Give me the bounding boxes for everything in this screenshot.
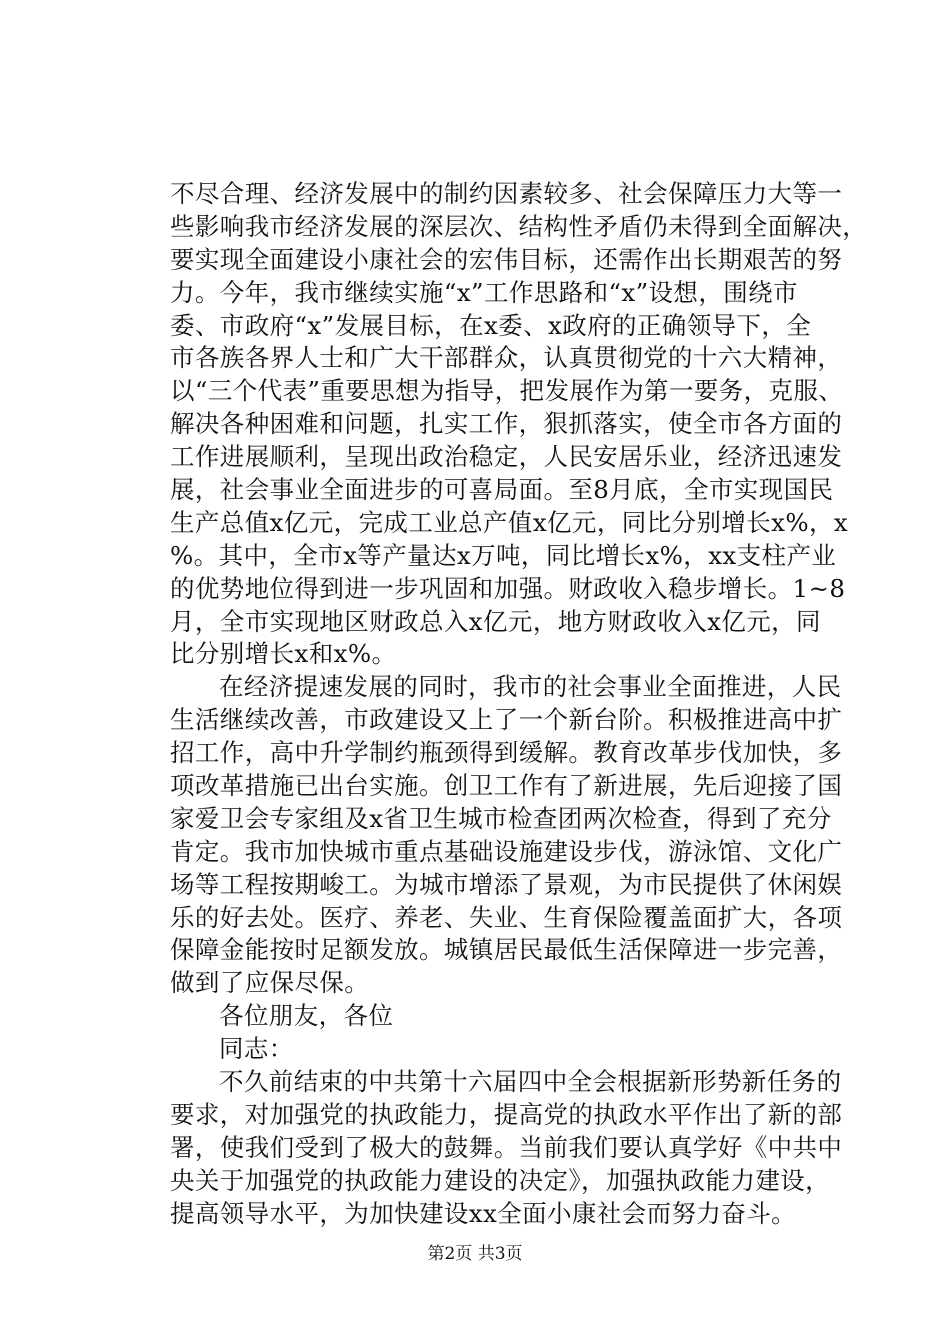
text-line: 乐的好去处。医疗、养老、失业、生育保险覆盖面扩大，各项 [170,902,843,932]
text-line: 要实现全面建设小康社会的宏伟目标，还需作出长期艰苦的努 [170,244,843,274]
text-line: %。其中，全市x等产量达x万吨，同比增长x%，xx支柱产业 [170,540,837,570]
text-line: 的优势地位得到进一步巩固和加强。财政收入稳步增长。1~8 [170,573,846,603]
text-line: 不尽合理、经济发展中的制约因素较多、社会保障压力大等一 [170,179,843,208]
text-line: 市各族各界人士和广大干部群众，认真贯彻党的十六大精神， [170,343,843,373]
text-line: 解决各种困难和问题，扎实工作，狠抓落实，使全市各方面的 [170,409,843,439]
page-number-footer: 第2页 共3页 [427,1244,523,1264]
text-line: 署，使我们受到了极大的鼓舞。当前我们要认真学好《中共中 [170,1132,843,1162]
text-line: 以“三个代表”重要思想为指导，把发展作为第一要务，克服、 [170,376,844,406]
salutation-line: 各位朋友，各位 [219,1001,394,1031]
text-line: 生活继续改善，市政建设又上了一个新台阶。积极推进高中扩 [170,705,843,735]
text-line: 力。今年，我市继续实施“x”工作思路和“x”设想，围绕市 [170,277,798,307]
text-line: 提高领导水平，为加快建设xx全面小康社会而努力奋斗。 [170,1198,797,1228]
text-line: 招工作，高中升学制约瓶颈得到缓解。教育改革步伐加快，多 [170,738,843,768]
paragraph-first-line: 不久前结束的中共第十六届四中全会根据新形势新任务的 [219,1067,842,1097]
text-line: 做到了应保尽保。 [170,968,370,998]
text-line: 保障金能按时足额发放。城镇居民最低生活保障进一步完善， [170,935,843,965]
text-line: 场等工程按期峻工。为城市增添了景观，为市民提供了休闲娱 [170,869,843,899]
text-line: 项改革措施已出台实施。创卫工作有了新进展，先后迎接了国 [170,771,843,801]
text-line: 月，全市实现地区财政总入x亿元，地方财政收入x亿元，同 [170,606,821,636]
text-line: 比分别增长x和x%。 [170,639,397,669]
salutation-line: 同志： [219,1034,294,1064]
text-line: 生产总值x亿元，完成工业总产值x亿元，同比分别增长x%，x [170,507,849,537]
text-line: 委、市政府“x”发展目标，在x委、x政府的正确领导下，全 [170,310,812,340]
text-line: 要求，对加强党的执政能力，提高党的执政水平作出了新的部 [170,1099,843,1129]
paragraph-first-line: 在经济提速发展的同时，我市的社会事业全面推进，人民 [219,672,842,702]
text-line: 家爱卫会专家组及x省卫生城市检查团两次检查，得到了充分 [170,803,832,833]
document-body [170,178,868,1231]
text-line: 肯定。我市加快城市重点基础设施建设步伐，游泳馆、文化广 [170,836,843,866]
text-line: 央关于加强党的执政能力建设的决定》，加强执政能力建设， [170,1165,831,1195]
text-line: 些影响我市经济发展的深层次、结构性矛盾仍未得到全面解决， [170,211,868,241]
text-line: 工作进展顺利，呈现出政治稳定，人民安居乐业，经济迅速发 [170,442,843,472]
text-line: 展，社会事业全面进步的可喜局面。至8月底，全市实现国民 [170,475,834,505]
